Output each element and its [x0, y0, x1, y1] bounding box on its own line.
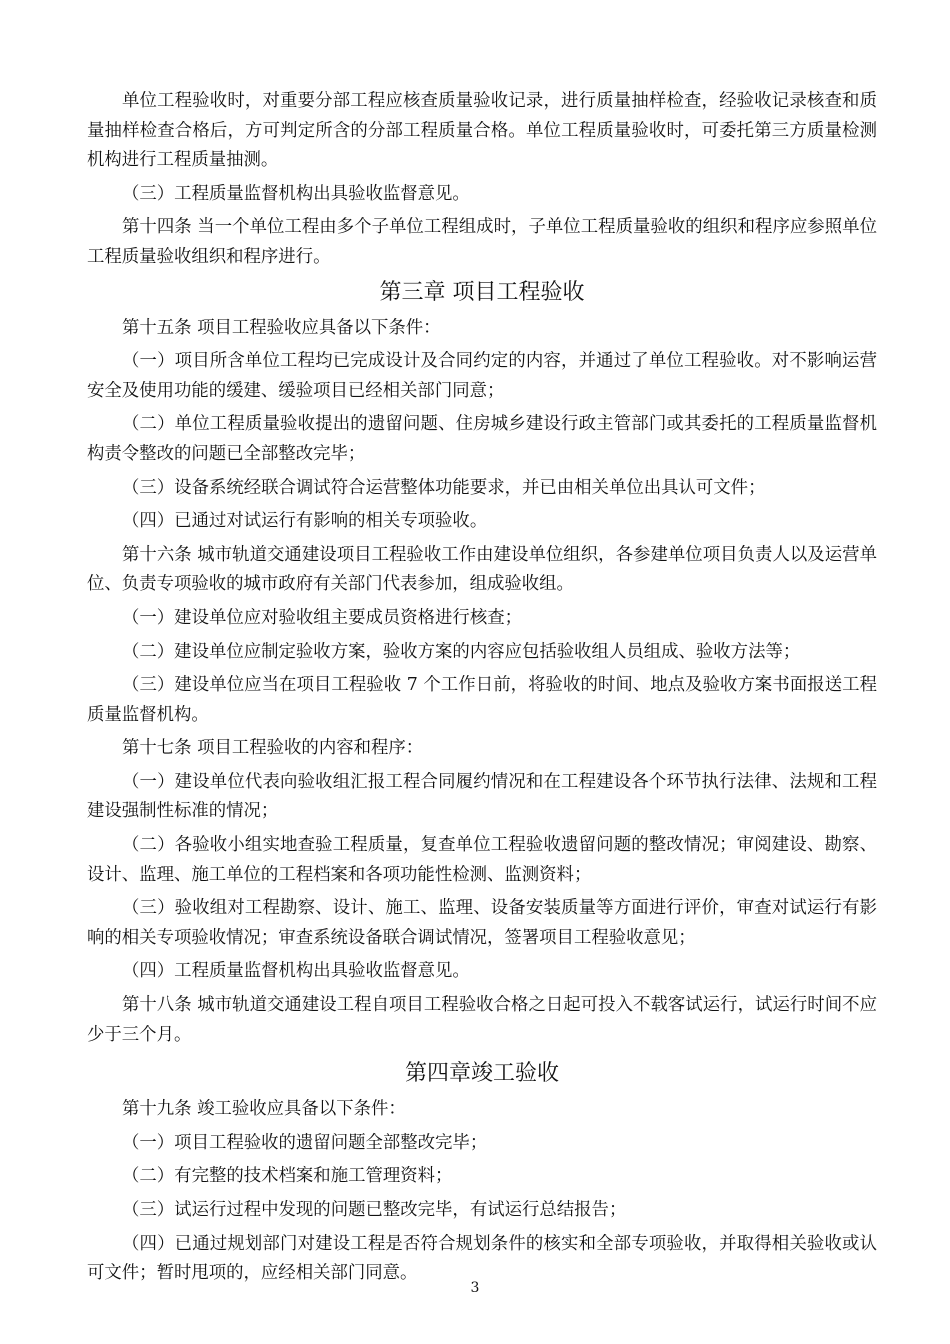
paragraph: 第十八条 城市轨道交通建设工程自项目工程验收合格之日起可投入不载客试运行，试运行时间不应少于三个月。 — [87, 995, 877, 1045]
chapter-3-title: 第三章 项目工程验收 — [379, 279, 585, 305]
paragraph: （三）试运行过程中发现的问题已整改完毕，有试运行总结报告； — [122, 1200, 627, 1220]
paragraph: （四）已通过对试运行有影响的相关专项验收。 — [122, 511, 488, 532]
chapter-4-title: 第四章竣工验收 — [404, 1061, 559, 1087]
paragraph: （四）工程质量监督机构出具验收监督意见。 — [122, 961, 470, 982]
paragraph: （三）验收组对工程勘察、设计、施工、监理、设备安装质量等方面进行评价，审查对试运行有影响的相关专项验收情况；审查系统设备联合调试情况，签署项目工程验收意见； — [87, 898, 877, 948]
paragraph: （一）建设单位代表向验收组汇报工程合同履约情况和在工程建设各个环节执行法律、法规和工程建设强制性标准的情况； — [87, 771, 877, 822]
paragraph: 第十四条 当一个单位工程由多个子单位工程组成时，子单位工程质量验收的组织和程序应参照单位工程质量验收组织和程序进行。 — [87, 217, 877, 267]
paragraph: 单位工程验收时，对重要分部工程应核查质量验收记录，进行质量抽样检查，经验收记录核查和质量抽样检查合格后，方可判定所含的分部工程质量合格。单位工程质量验收时，可委托第三方质量检测机构进行工程质量抽测。 — [87, 91, 877, 171]
document-body — [87, 87, 877, 1293]
paragraph: （一）项目所含单位工程均已完成设计及合同约定的内容，并通过了单位工程验收。对不影响运营安全及使用功能的缓建、缓验项目已经相关部门同意； — [87, 351, 877, 401]
paragraph: （三）设备系统经联合调试符合运营整体功能要求，并已由相关单位出具认可文件； — [122, 477, 766, 498]
paragraph: （四）已通过规划部门对建设工程是否符合规划条件的核实和全部专项验收，并取得相关验收或认可文件；暂时甩项的，应经相关部门同意。 — [87, 1233, 877, 1284]
paragraph: （二）有完整的技术档案和施工管理资料； — [122, 1166, 453, 1187]
paragraph: （三）工程质量监督机构出具验收监督意见。 — [122, 183, 470, 204]
paragraph: 第十六条 城市轨道交通建设项目工程验收工作由建设单位组织，各参建单位项目负责人以及运营单位、负责专项验收的城市政府有关部门代表参加，组成验收组。 — [87, 544, 877, 595]
paragraph: 第十七条 项目工程验收的内容和程序： — [122, 738, 424, 759]
paragraph: 第十九条 竣工验收应具备以下条件： — [122, 1099, 406, 1120]
paragraph: （一）项目工程验收的遗留问题全部整改完毕； — [122, 1132, 488, 1153]
page-number: 3 — [470, 1280, 480, 1296]
paragraph: （二）单位工程质量验收提出的遗留问题、住房城乡建设行政主管部门或其委托的工程质量监督机构责令整改的问题已全部整改完毕； — [87, 414, 877, 464]
paragraph: （二）各验收小组实地查验工程质量，复查单位工程验收遗留问题的整改情况；审阅建设、勘察、设计、监理、施工单位的工程档案和各项功能性检测、监测资料； — [87, 835, 877, 885]
paragraph: （一）建设单位应对验收组主要成员资格进行核查； — [122, 607, 522, 628]
paragraph: （二）建设单位应制定验收方案，验收方案的内容应包括验收组人员组成、验收方法等； — [122, 641, 801, 662]
paragraph: （三）建设单位应当在项目工程验收 7 个工作日前，将验收的时间、地点及验收方案书面报送工程质量监督机构。 — [87, 675, 877, 725]
paragraph: 第十五条 项目工程验收应具备以下条件： — [122, 317, 441, 338]
